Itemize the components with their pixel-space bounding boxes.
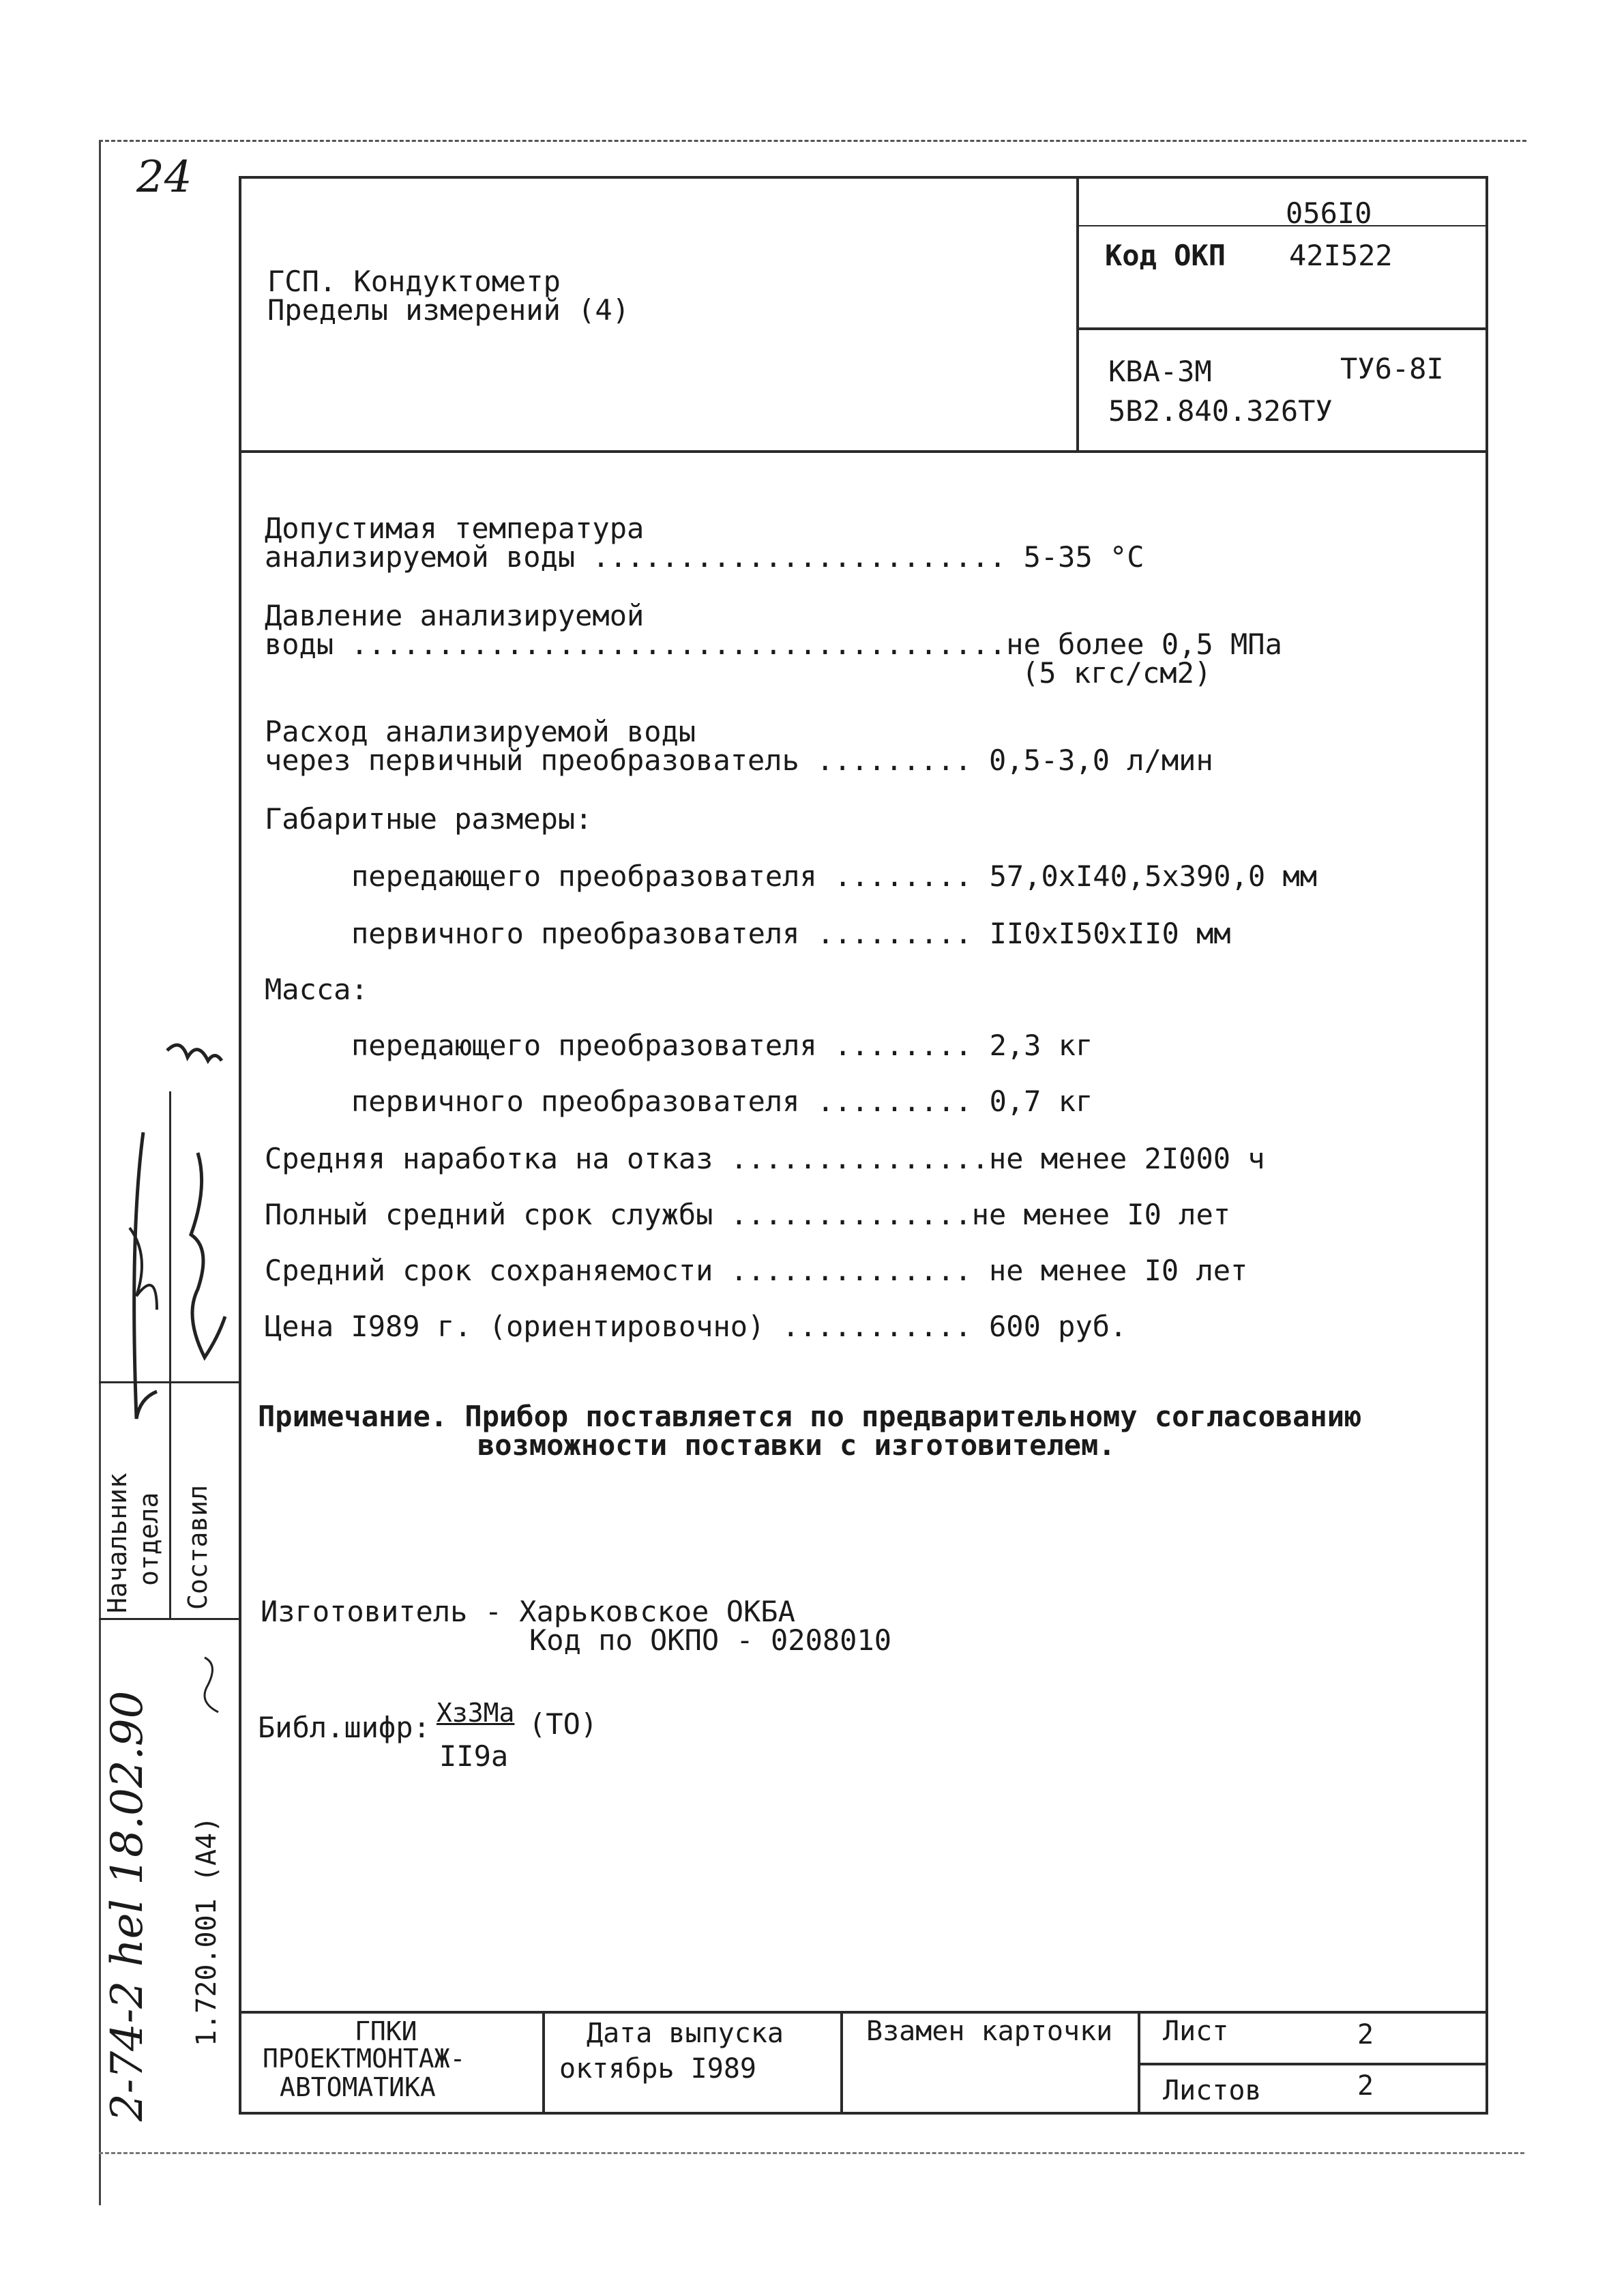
head-label-2: отдела (134, 1492, 164, 1586)
dimensions-heading: Габаритные размеры: (265, 802, 593, 836)
org-line2: ПРОЕКТМОНТАЖ- (263, 2044, 466, 2074)
manufacturer-line2: Код по ОКПО - 0208010 (529, 1623, 892, 1657)
library-label: Библ.шифр: (258, 1711, 430, 1744)
temp-line1: Допустимая температура (265, 512, 645, 545)
okp-label: Код ОКП (1105, 239, 1226, 272)
header-title-line1: ГСП. Кондуктометр (267, 265, 561, 298)
bottom-edge (99, 2152, 1524, 2154)
flow-line2: через первичный преобразователь ......... 0,5-3,0 л/мин (265, 744, 1213, 777)
replaces-label: Взамен карточки (866, 2016, 1113, 2047)
manufacturer-line1: Изготовитель - Харьковское ОКБА (261, 1595, 795, 1628)
library-numerator: Хз3Ма (437, 1698, 515, 1728)
library-suffix: (ТО) (529, 1707, 598, 1741)
dimensions-row2: первичного преобразователя ......... II0xI50xII0 мм (351, 917, 1231, 950)
code-number: 056I0 (1286, 196, 1372, 230)
mass-heading: Масса: (265, 973, 368, 1006)
model: КВА-3М (1108, 355, 1212, 388)
note-line1: Примечание. Прибор поставляется по предварительному согласованию (258, 1400, 1362, 1433)
service-life: Полный средний срок службы ..............не менее I0 лет (265, 1198, 1231, 1231)
release-label: Дата выпуска (587, 2018, 784, 2049)
org-line3: АВТОМАТИКА (280, 2072, 436, 2102)
compiler-label: Составил (183, 1484, 213, 1610)
pressure-line2: воды ......................................не более 0,5 МПа (265, 628, 1282, 661)
sheets-label: Листов (1163, 2075, 1262, 2106)
handwritten-date: 2-74-2 hel 18.02.90 (102, 1690, 153, 2121)
format-code: 1.720.001 (А4) (191, 1816, 222, 2046)
mass-row2: первичного преобразователя ......... 0,7 кг (351, 1085, 1093, 1118)
release-date: октябрь I989 (559, 2053, 756, 2085)
page-number: 24 (136, 152, 192, 203)
okp-value: 42I522 (1289, 239, 1393, 272)
temp-line2: анализируемой воды ........................ 5-35 °С (265, 540, 1144, 574)
library-denominator: II9а (439, 1739, 509, 1773)
flow-line1: Расход анализируемой воды (265, 715, 696, 748)
mtbf: Средняя наработка на отказ ...............не менее 2I000 ч (265, 1142, 1265, 1175)
storage-life: Средний срок сохраняемости .............. не менее I0 лет (265, 1254, 1248, 1287)
note-line2: возможности поставки с изготовителем. (477, 1428, 1116, 1462)
sheet-value: 2 (1357, 2019, 1374, 2050)
sheets-value: 2 (1357, 2070, 1374, 2102)
dimensions-row1: передающего преобразователя ........ 57,0xI40,5x390,0 мм (351, 859, 1318, 893)
head-label-1: Начальник (102, 1473, 132, 1613)
sheet-label: Лист (1163, 2016, 1229, 2047)
spec-code: 5В2.840.326ТУ (1108, 394, 1333, 428)
pressure-line3: (5 кгс/см2) (1022, 656, 1212, 690)
price: Цена I989 г. (ориентировочно) ........... 600 руб. (265, 1310, 1127, 1343)
tu: ТУ6-8I (1340, 352, 1444, 385)
header-title-line2: Пределы измерений (4) (267, 293, 630, 327)
org-line1: ГПКИ (355, 2016, 417, 2046)
mass-row1: передающего преобразователя ........ 2,3 кг (351, 1029, 1093, 1062)
pressure-line1: Давление анализируемой (265, 599, 645, 632)
